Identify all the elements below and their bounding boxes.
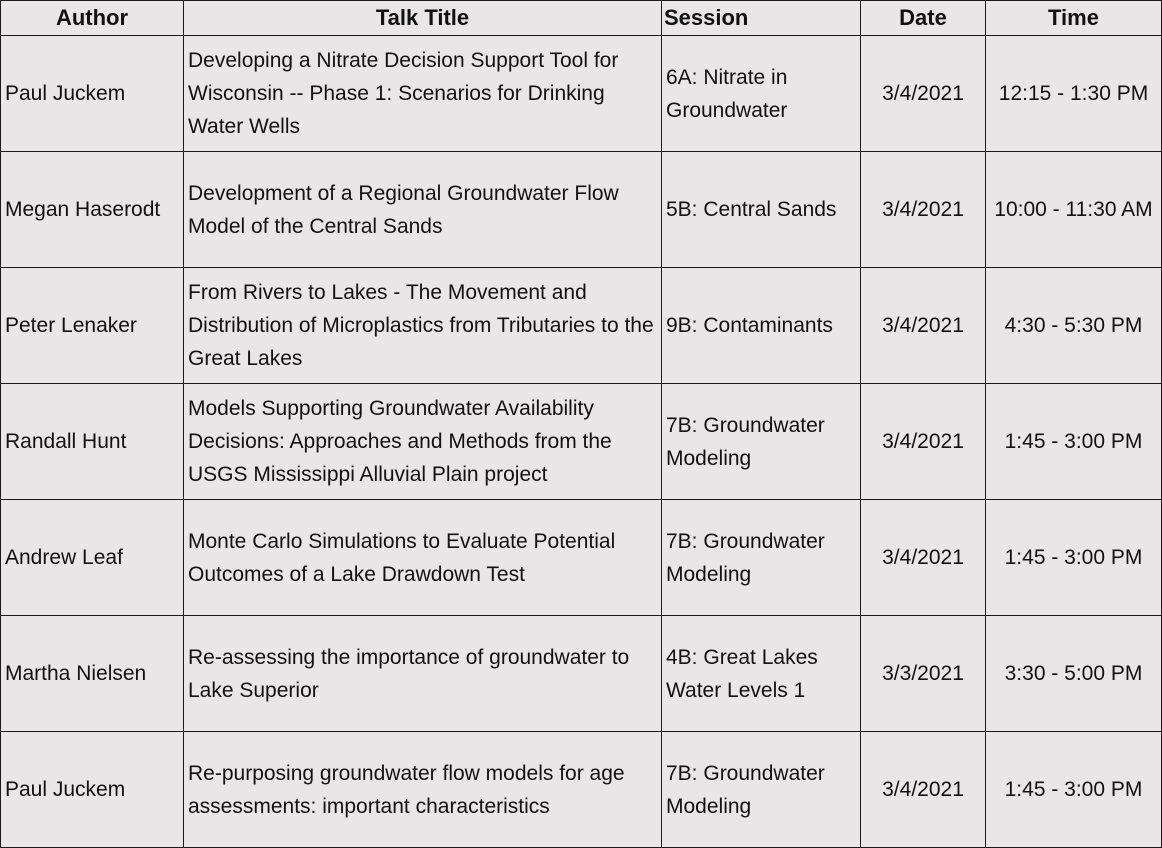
cell-date[interactable]: 3/4/2021 — [861, 36, 986, 152]
cell-time[interactable]: 3:30 - 5:00 PM — [986, 616, 1162, 732]
cell-author[interactable]: Megan Haserodt — [1, 152, 184, 268]
cell-author[interactable]: Randall Hunt — [1, 384, 184, 500]
cell-date[interactable]: 3/4/2021 — [861, 732, 986, 848]
cell-author[interactable]: Paul Juckem — [1, 732, 184, 848]
table-row — [1, 268, 1162, 384]
table-row — [1, 500, 1162, 616]
cell-time[interactable]: 4:30 - 5:30 PM — [986, 268, 1162, 384]
cell-date[interactable]: 3/4/2021 — [861, 500, 986, 616]
cell-time[interactable]: 1:45 - 3:00 PM — [986, 384, 1162, 500]
cell-talk-title[interactable]: Developing a Nitrate Decision Support Tool for Wisconsin -- Phase 1: Scenarios for Drinking Water Wells — [184, 36, 662, 152]
header-time[interactable]: Time — [986, 1, 1162, 36]
cell-time[interactable]: 1:45 - 3:00 PM — [986, 732, 1162, 848]
cell-date[interactable]: 3/4/2021 — [861, 268, 986, 384]
header-date[interactable]: Date — [861, 1, 986, 36]
cell-session[interactable]: 5B: Central Sands — [662, 152, 861, 268]
header-row — [1, 1, 1162, 36]
cell-session[interactable]: 4B: Great Lakes Water Levels 1 — [662, 616, 861, 732]
cell-time[interactable]: 1:45 - 3:00 PM — [986, 500, 1162, 616]
table-row — [1, 732, 1162, 848]
cell-talk-title[interactable]: Re-purposing groundwater flow models for age assessments: important characteristics — [184, 732, 662, 848]
cell-talk-title[interactable]: Monte Carlo Simulations to Evaluate Potential Outcomes of a Lake Drawdown Test — [184, 500, 662, 616]
cell-session[interactable]: 7B: Groundwater Modeling — [662, 384, 861, 500]
cell-author[interactable]: Martha Nielsen — [1, 616, 184, 732]
cell-time[interactable]: 12:15 - 1:30 PM — [986, 36, 1162, 152]
cell-date[interactable]: 3/4/2021 — [861, 384, 986, 500]
cell-session[interactable]: 7B: Groundwater Modeling — [662, 732, 861, 848]
cell-date[interactable]: 3/4/2021 — [861, 152, 986, 268]
cell-time[interactable]: 10:00 - 11:30 AM — [986, 152, 1162, 268]
cell-talk-title[interactable]: Models Supporting Groundwater Availability Decisions: Approaches and Methods from the USGS Mississippi Alluvial Plain project — [184, 384, 662, 500]
table-row — [1, 384, 1162, 500]
table-row — [1, 152, 1162, 268]
cell-talk-title[interactable]: From Rivers to Lakes - The Movement and Distribution of Microplastics from Tributaries to the Great Lakes — [184, 268, 662, 384]
cell-talk-title[interactable]: Development of a Regional Groundwater Flow Model of the Central Sands — [184, 152, 662, 268]
header-session[interactable]: Session — [662, 1, 861, 36]
table-row — [1, 616, 1162, 732]
cell-author[interactable]: Paul Juckem — [1, 36, 184, 152]
header-talk-title[interactable]: Talk Title — [184, 1, 662, 36]
cell-date[interactable]: 3/3/2021 — [861, 616, 986, 732]
table-row — [1, 36, 1162, 152]
cell-session[interactable]: 6A: Nitrate in Groundwater — [662, 36, 861, 152]
cell-talk-title[interactable]: Re-assessing the importance of groundwater to Lake Superior — [184, 616, 662, 732]
cell-session[interactable]: 7B: Groundwater Modeling — [662, 500, 861, 616]
cell-session[interactable]: 9B: Contaminants — [662, 268, 861, 384]
cell-author[interactable]: Peter Lenaker — [1, 268, 184, 384]
header-author[interactable]: Author — [1, 1, 184, 36]
cell-author[interactable]: Andrew Leaf — [1, 500, 184, 616]
